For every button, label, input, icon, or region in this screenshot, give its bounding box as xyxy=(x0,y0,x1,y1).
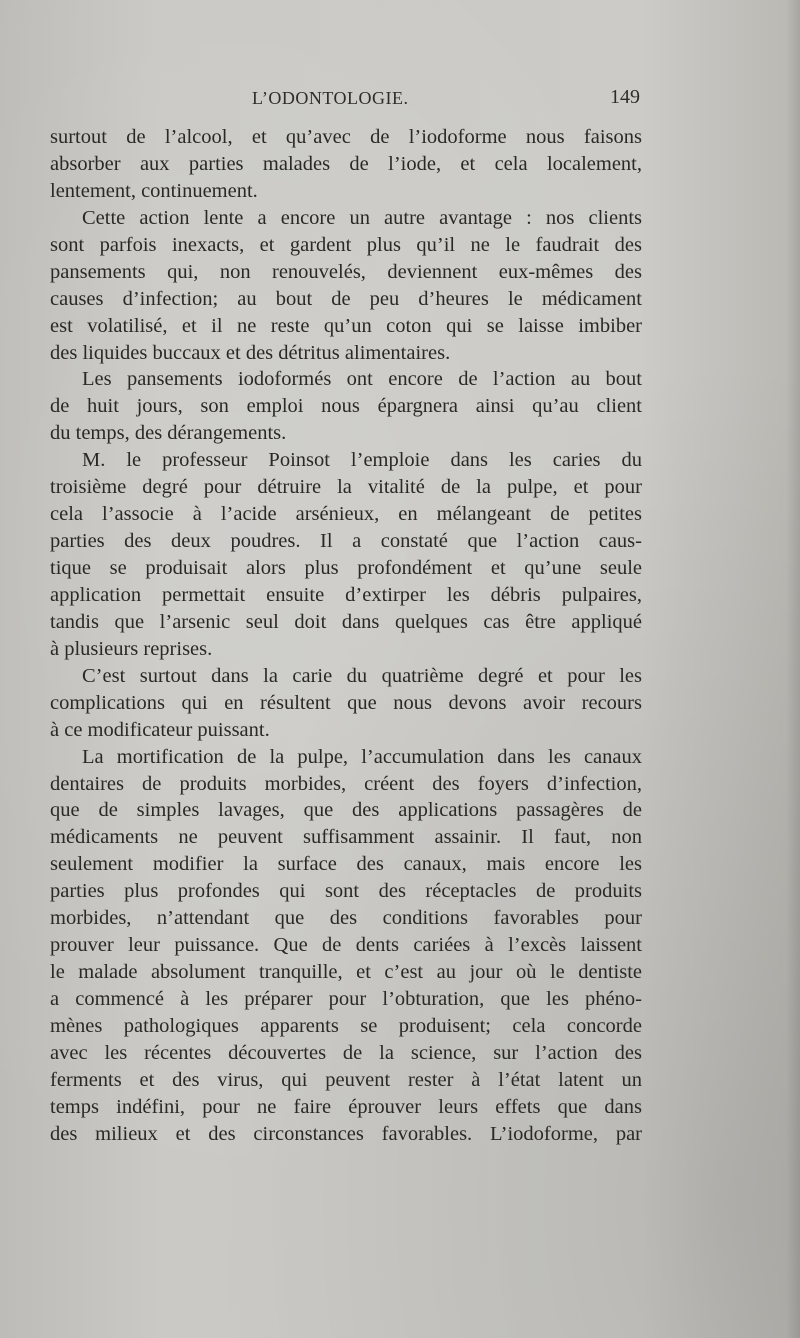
text-line: mènes pathologiques apparents se produisent; cela concorde xyxy=(50,1014,642,1037)
text-line: application permettait ensuite d’extirper les débris pulpaires, xyxy=(50,583,642,606)
text-line: prouver leur puissance. Que de dents cariées à l’excès laissent xyxy=(50,934,642,957)
running-title: L’ODONTOLOGIE. xyxy=(252,88,409,108)
text-line: sont parfois inexacts, et gardent plus qu’il ne le faudrait des xyxy=(50,233,642,256)
paragraph-start-line: La mortification de la pulpe, l’accumulation dans les canaux xyxy=(82,745,642,768)
text-line: le malade absolument tranquille, et c’est au jour où le dentiste xyxy=(50,961,642,984)
text-line: seulement modifier la surface des canaux, mais encore les xyxy=(50,853,642,876)
page-number: 149 xyxy=(610,86,640,108)
text-line: temps indéfini, pour ne faire éprouver leurs effets que dans xyxy=(50,1095,642,1118)
text-line: des milieux et des circonstances favorables. L’iodoforme, par xyxy=(50,1122,642,1145)
paragraph-start-line: C’est surtout dans la carie du quatrième degré et pour les xyxy=(82,664,642,687)
paragraph-start-line: Cette action lente a encore un autre avantage : nos clients xyxy=(82,206,642,229)
text-line: parties plus profondes qui sont des réceptacles de produits xyxy=(50,880,642,903)
text-line: cela l’associe à l’acide arsénieux, en mélangeant de petites xyxy=(50,503,642,526)
text-line: à ce modificateur puissant. xyxy=(50,718,270,741)
text-line: est volatilisé, et il ne reste qu’un coton qui se laisse imbiber xyxy=(50,314,642,337)
text-line: de huit jours, son emploi nous épargnera ainsi qu’au client xyxy=(50,395,642,418)
text-line: morbides, n’attendant que des conditions favorables pour xyxy=(50,907,642,930)
text-line: absorber aux parties malades de l’iode, et cela localement, xyxy=(50,152,642,175)
text-line: avec les récentes découvertes de la science, sur l’action des xyxy=(50,1041,642,1064)
running-head xyxy=(56,84,642,114)
text-line: parties des deux poudres. Il a constaté que l’action caus- xyxy=(50,530,642,553)
text-line: tandis que l’arsenic seul doit dans quelques cas être appliqué xyxy=(50,610,642,633)
text-line: tique se produisait alors plus profondément et qu’une seule xyxy=(50,557,642,579)
text-line: troisième degré pour détruire la vitalité de la pulpe, et pour xyxy=(50,476,642,499)
text-line: complications qui en résultent que nous devons avoir recours xyxy=(50,691,642,714)
paragraph-start-line: M. le professeur Poinsot l’emploie dans les caries du xyxy=(82,449,642,472)
text-line: que de simples lavages, que des applications passagères de xyxy=(50,799,642,822)
paragraph-start-line: Les pansements iodoformés ont encore de l’action au bout xyxy=(82,368,642,391)
text-line: dentaires de produits morbides, créent des foyers d’infection, xyxy=(50,772,642,795)
text-line: ferments et des virus, qui peuvent rester à l’état latent un xyxy=(50,1068,642,1091)
body-text xyxy=(50,124,642,1148)
text-line: du temps, des dérangements. xyxy=(50,422,287,445)
text-line: lentement, continuement. xyxy=(50,179,258,202)
page-edge-shadow xyxy=(786,0,800,1338)
text-line: pansements qui, non renouvelés, deviennent eux-mêmes des xyxy=(50,260,642,283)
text-line: à plusieurs reprises. xyxy=(50,637,213,660)
text-line: a commencé à les préparer pour l’obturation, que les phéno- xyxy=(50,988,642,1010)
text-line: causes d’infection; au bout de peu d’heures le médicament xyxy=(50,287,642,310)
text-line: des liquides buccaux et des détritus alimentaires. xyxy=(50,341,451,364)
text-line: surtout de l’alcool, et qu’avec de l’iodoforme nous faisons xyxy=(50,126,642,148)
text-line: médicaments ne peuvent suffisamment assainir. Il faut, non xyxy=(50,826,642,849)
